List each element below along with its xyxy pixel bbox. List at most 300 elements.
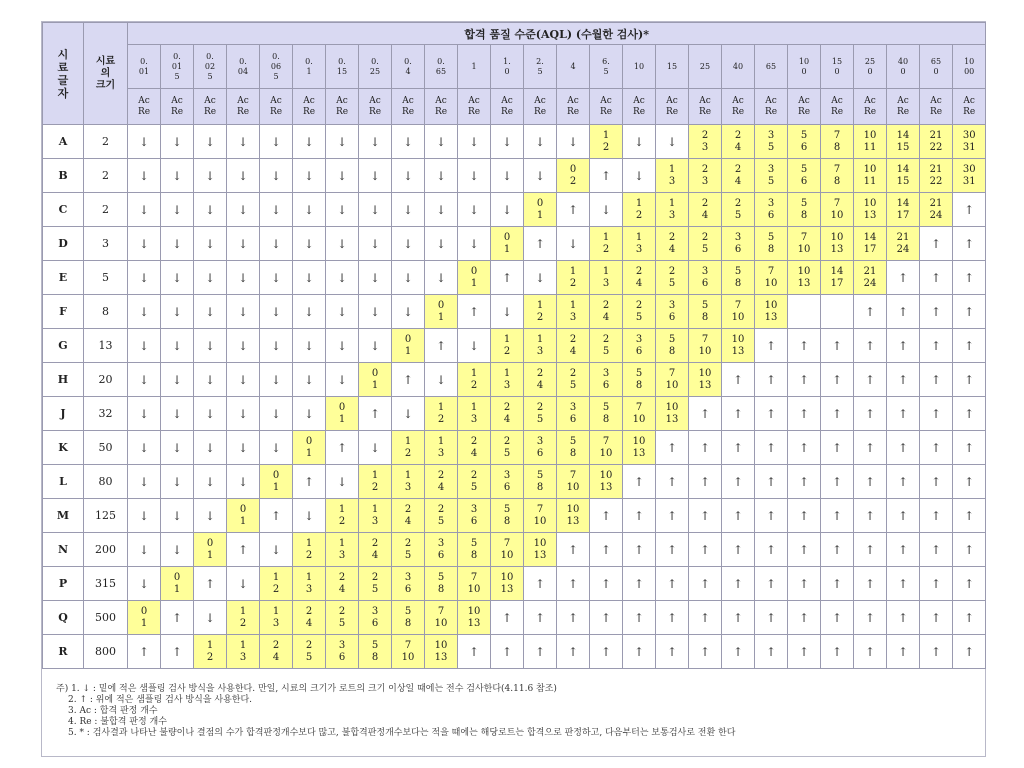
ac-re-cell (656, 193, 689, 227)
re-value: 6 (602, 379, 610, 391)
re-value: 10 (434, 617, 448, 629)
arrow-up-icon: ↑ (722, 533, 755, 567)
ac-value: 1 (404, 435, 412, 447)
ac-re-cell (458, 363, 491, 397)
sample-code-cell: B (43, 159, 84, 193)
arrow-up-icon: ↑ (524, 567, 557, 601)
ac-value: 1 (437, 401, 445, 413)
arrow-up-icon: ↑ (920, 431, 953, 465)
ac-value: 2 (437, 469, 445, 481)
ac-re-cell (722, 295, 755, 329)
ac-value: 0 (206, 537, 214, 549)
arrow-down-icon: ↓ (458, 329, 491, 363)
arrow-down-icon: ↓ (491, 159, 524, 193)
re-value: 3 (272, 617, 280, 629)
re-value: 3 (470, 413, 478, 425)
re-value: 3 (239, 651, 247, 663)
ac-re-cell (359, 601, 392, 635)
re-value: 5 (338, 617, 346, 629)
ac-re-cell (491, 227, 524, 261)
arrow-down-icon: ↓ (524, 159, 557, 193)
arrow-up-icon: ↑ (524, 601, 557, 635)
re-value: 1 (338, 413, 346, 425)
re-value: 5 (569, 379, 577, 391)
re-value: 13 (500, 583, 514, 595)
arrow-down-icon: ↓ (128, 159, 161, 193)
ac-value: 1 (470, 367, 478, 379)
ac-value: 1 (503, 333, 511, 345)
arrow-up-icon: ↑ (887, 261, 920, 295)
arrow-down-icon: ↓ (392, 193, 425, 227)
ac-value: 2 (503, 401, 511, 413)
ac-value: 10 (764, 299, 778, 311)
arrow-down-icon: ↓ (392, 159, 425, 193)
ac-value: 2 (569, 367, 577, 379)
arrow-down-icon: ↓ (194, 125, 227, 159)
ac-re-cell (491, 397, 524, 431)
arrow-up-icon: ↑ (887, 431, 920, 465)
ac-value: 0 (437, 299, 445, 311)
ac-value: 0 (470, 265, 478, 277)
ac-value: 10 (434, 639, 448, 651)
arrow-up-icon: ↑ (194, 567, 227, 601)
re-value: 5 (536, 413, 544, 425)
ac-re-cell (821, 193, 854, 227)
arrow-up-icon: ↑ (557, 533, 590, 567)
arrow-up-icon: ↑ (887, 465, 920, 499)
arrow-up-icon: ↑ (920, 465, 953, 499)
ac-re-cell (260, 567, 293, 601)
ac-value: 3 (536, 435, 544, 447)
ac-re-cell (623, 397, 656, 431)
re-value: 2 (569, 277, 577, 289)
ac-value: 3 (767, 163, 775, 175)
ac-re-cell (458, 499, 491, 533)
re-value: 6 (800, 141, 808, 153)
ac-re-header: Ac Re (623, 89, 656, 125)
ac-value: 5 (800, 129, 808, 141)
arrow-up-icon: ↑ (689, 601, 722, 635)
ac-re-cell (920, 159, 953, 193)
arrow-up-icon: ↑ (656, 499, 689, 533)
ac-re-cell (326, 635, 359, 669)
arrow-up-icon: ↑ (590, 567, 623, 601)
re-value: 10 (797, 243, 811, 255)
arrow-down-icon: ↓ (194, 465, 227, 499)
ac-re-cell (755, 125, 788, 159)
re-value: 3 (569, 311, 577, 323)
ac-re-cell (326, 533, 359, 567)
re-value: 8 (734, 277, 742, 289)
aql-title: 합격 품질 수준(AQL) (수월한 검사)* (128, 23, 986, 45)
aql-level-header: 40 (722, 45, 755, 89)
ac-re-cell (425, 567, 458, 601)
re-value: 4 (668, 243, 676, 255)
arrow-down-icon: ↓ (161, 465, 194, 499)
arrow-up-icon: ↑ (755, 533, 788, 567)
arrow-down-icon: ↓ (260, 363, 293, 397)
table-row (43, 431, 986, 465)
arrow-down-icon: ↓ (293, 227, 326, 261)
arrow-up-icon: ↑ (458, 635, 491, 669)
arrow-down-icon: ↓ (458, 193, 491, 227)
arrow-down-icon: ↓ (161, 397, 194, 431)
ac-re-cell (821, 227, 854, 261)
ac-re-cell (359, 363, 392, 397)
arrow-down-icon: ↓ (227, 193, 260, 227)
ac-re-cell (359, 533, 392, 567)
arrow-down-icon: ↓ (260, 397, 293, 431)
re-value: 2 (569, 175, 577, 187)
ac-value: 0 (536, 197, 544, 209)
ac-re-cell (722, 227, 755, 261)
arrow-up-icon: ↑ (227, 533, 260, 567)
arrow-down-icon: ↓ (227, 363, 260, 397)
arrow-down-icon: ↓ (128, 431, 161, 465)
ac-value: 10 (500, 571, 514, 583)
arrow-up-icon: ↑ (887, 601, 920, 635)
ac-value: 7 (767, 265, 775, 277)
re-value: 5 (602, 345, 610, 357)
ac-re-cell (557, 465, 590, 499)
arrow-up-icon: ↑ (887, 499, 920, 533)
re-value: 3 (404, 481, 412, 493)
ac-re-header: Ac Re (590, 89, 623, 125)
ac-re-cell (656, 261, 689, 295)
ac-value: 0 (140, 605, 148, 617)
ac-value: 3 (404, 571, 412, 583)
ac-re-cell (755, 295, 788, 329)
re-value: 24 (929, 209, 943, 221)
arrow-up-icon: ↑ (788, 431, 821, 465)
re-value: 8 (833, 175, 841, 187)
sample-size-cell: 315 (84, 567, 128, 601)
aql-level-header: 4 (557, 45, 590, 89)
re-value: 3 (437, 447, 445, 459)
ac-value: 1 (338, 537, 346, 549)
ac-re-cell (788, 193, 821, 227)
re-value: 15 (896, 175, 910, 187)
ac-value: 3 (602, 367, 610, 379)
arrow-up-icon: ↑ (656, 533, 689, 567)
ac-re-header: Ac Re (359, 89, 392, 125)
ac-value: 1 (371, 503, 379, 515)
arrow-up-icon: ↑ (788, 363, 821, 397)
re-value: 1 (206, 549, 214, 561)
aql-level-header: 0. 25 (359, 45, 392, 89)
arrow-down-icon: ↓ (293, 261, 326, 295)
ac-value: 1 (470, 401, 478, 413)
ac-value: 2 (635, 299, 643, 311)
re-value: 4 (602, 311, 610, 323)
ac-re-cell (656, 159, 689, 193)
arrow-up-icon: ↑ (491, 601, 524, 635)
aql-level-header: 25 (689, 45, 722, 89)
ac-re-cell (260, 601, 293, 635)
ac-value: 7 (833, 163, 841, 175)
arrow-down-icon: ↓ (260, 533, 293, 567)
header-row-title (43, 23, 986, 45)
ac-value: 10 (467, 605, 481, 617)
arrow-up-icon: ↑ (821, 465, 854, 499)
ac-re-header: Ac Re (788, 89, 821, 125)
arrow-down-icon: ↓ (326, 295, 359, 329)
ac-value: 1 (272, 571, 280, 583)
ac-value: 2 (371, 571, 379, 583)
re-value: 13 (533, 549, 547, 561)
arrow-down-icon: ↓ (260, 329, 293, 363)
ac-re-cell (557, 261, 590, 295)
ac-value: 2 (701, 197, 709, 209)
ac-re-header: Ac Re (425, 89, 458, 125)
ac-re-cell (788, 227, 821, 261)
re-value: 10 (665, 379, 679, 391)
arrow-up-icon: ↑ (854, 465, 887, 499)
ac-re-cell (854, 261, 887, 295)
ac-value: 2 (536, 367, 544, 379)
arrow-down-icon: ↓ (359, 329, 392, 363)
ac-value: 10 (797, 265, 811, 277)
arrow-up-icon: ↑ (656, 567, 689, 601)
sample-code-cell: N (43, 533, 84, 567)
re-value: 8 (536, 481, 544, 493)
ac-value: 7 (635, 401, 643, 413)
re-value: 6 (503, 481, 511, 493)
arrow-up-icon: ↑ (359, 397, 392, 431)
arrow-up-icon: ↑ (590, 601, 623, 635)
arrow-down-icon: ↓ (293, 363, 326, 397)
re-value: 24 (896, 243, 910, 255)
ac-value: 1 (404, 469, 412, 481)
re-value: 31 (962, 141, 976, 153)
arrow-up-icon: ↑ (161, 635, 194, 669)
re-value: 10 (599, 447, 613, 459)
ac-value: 7 (800, 231, 808, 243)
ac-re-cell (722, 329, 755, 363)
arrow-up-icon: ↑ (326, 431, 359, 465)
arrow-down-icon: ↓ (161, 125, 194, 159)
ac-re-cell (623, 363, 656, 397)
re-value: 6 (536, 447, 544, 459)
arrow-down-icon: ↓ (161, 227, 194, 261)
table-row (43, 601, 986, 635)
re-value: 1 (272, 481, 280, 493)
re-value: 2 (239, 617, 247, 629)
ac-re-header: Ac Re (458, 89, 491, 125)
arrow-up-icon: ↑ (689, 499, 722, 533)
arrow-down-icon: ↓ (392, 125, 425, 159)
ac-re-cell (458, 397, 491, 431)
ac-value: 1 (338, 503, 346, 515)
arrow-down-icon: ↓ (161, 499, 194, 533)
ac-re-cell (392, 601, 425, 635)
ac-re-header: Ac Re (656, 89, 689, 125)
table-row (43, 499, 986, 533)
arrow-up-icon: ↑ (755, 635, 788, 669)
arrow-down-icon: ↓ (293, 125, 326, 159)
ac-value: 1 (602, 231, 610, 243)
ac-value: 21 (896, 231, 910, 243)
ac-re-header: Ac Re (326, 89, 359, 125)
ac-re-cell (623, 227, 656, 261)
aql-levels-row (43, 45, 986, 89)
re-value: 5 (635, 311, 643, 323)
arrow-up-icon: ↑ (623, 635, 656, 669)
ac-value: 2 (602, 333, 610, 345)
re-value: 3 (338, 549, 346, 561)
ac-re-cell (359, 499, 392, 533)
ac-re-cell (590, 431, 623, 465)
arrow-down-icon: ↓ (590, 193, 623, 227)
re-value: 3 (701, 175, 709, 187)
arrow-up-icon: ↑ (689, 397, 722, 431)
arrow-down-icon: ↓ (194, 295, 227, 329)
table-row (43, 295, 986, 329)
ac-value: 5 (668, 333, 676, 345)
arrow-up-icon: ↑ (854, 601, 887, 635)
aql-level-header: 40 0 (887, 45, 920, 89)
arrow-down-icon: ↓ (260, 125, 293, 159)
re-value: 4 (503, 413, 511, 425)
re-value: 13 (731, 345, 745, 357)
sample-code-cell: R (43, 635, 84, 669)
arrow-down-icon: ↓ (227, 295, 260, 329)
re-value: 24 (863, 277, 877, 289)
ac-re-cell (887, 159, 920, 193)
arrow-up-icon: ↑ (854, 567, 887, 601)
arrow-down-icon: ↓ (227, 567, 260, 601)
aql-table (42, 22, 986, 669)
re-value: 2 (536, 311, 544, 323)
ac-value: 7 (404, 639, 412, 651)
sample-code-cell: H (43, 363, 84, 397)
arrow-up-icon: ↑ (953, 227, 986, 261)
ac-re-cell (656, 363, 689, 397)
re-value: 13 (599, 481, 613, 493)
arrow-up-icon: ↑ (458, 295, 491, 329)
arrow-up-icon: ↑ (887, 635, 920, 669)
ac-value: 5 (800, 163, 808, 175)
ac-re-cell (194, 635, 227, 669)
arrow-up-icon: ↑ (623, 465, 656, 499)
arrow-up-icon: ↑ (920, 295, 953, 329)
arrow-up-icon: ↑ (821, 329, 854, 363)
re-value: 2 (371, 481, 379, 493)
re-value: 5 (701, 243, 709, 255)
arrow-down-icon: ↓ (128, 567, 161, 601)
ac-re-cell (689, 295, 722, 329)
ac-value: 3 (569, 401, 577, 413)
arrow-up-icon: ↑ (953, 397, 986, 431)
sample-size-cell: 2 (84, 125, 128, 159)
aql-level-header: 0. 4 (392, 45, 425, 89)
arrow-down-icon: ↓ (293, 329, 326, 363)
ac-re-cell (689, 159, 722, 193)
arrow-down-icon: ↓ (128, 397, 161, 431)
ac-value: 5 (635, 367, 643, 379)
arrow-down-icon: ↓ (392, 261, 425, 295)
re-value: 6 (800, 175, 808, 187)
arrow-up-icon: ↑ (755, 431, 788, 465)
arrow-up-icon: ↑ (821, 363, 854, 397)
ac-value: 2 (305, 605, 313, 617)
ac-value: 1 (569, 299, 577, 311)
ac-re-header: Ac Re (689, 89, 722, 125)
re-value: 17 (896, 209, 910, 221)
arrow-up-icon: ↑ (689, 635, 722, 669)
arrow-down-icon: ↓ (293, 499, 326, 533)
re-value: 5 (371, 583, 379, 595)
arrow-up-icon: ↑ (788, 533, 821, 567)
arrow-down-icon: ↓ (557, 125, 590, 159)
ac-re-cell (656, 397, 689, 431)
arrow-up-icon: ↑ (689, 431, 722, 465)
ac-re-header: Ac Re (755, 89, 788, 125)
re-value: 2 (602, 141, 610, 153)
ac-value: 14 (896, 129, 910, 141)
re-value: 5 (437, 515, 445, 527)
re-value: 4 (569, 345, 577, 357)
arrow-up-icon: ↑ (920, 601, 953, 635)
ac-value: 10 (566, 503, 580, 515)
ac-value: 10 (830, 231, 844, 243)
re-value: 6 (437, 549, 445, 561)
sample-size-cell: 32 (84, 397, 128, 431)
arrow-up-icon: ↑ (821, 499, 854, 533)
arrow-up-icon: ↑ (920, 635, 953, 669)
ac-re-cell (689, 193, 722, 227)
table-row (43, 193, 986, 227)
ac-re-cell (227, 499, 260, 533)
footnote-line: 주) 1. ↓ : 밑에 적은 샘플링 검사 방식을 사용한다. 만일, 시료의 크기가 로트의 크기 이상일 때에는 전수 검사한다(4.11.6 참조) (56, 684, 557, 694)
arrow-down-icon: ↓ (458, 159, 491, 193)
ac-re-cell (293, 635, 326, 669)
re-value: 6 (635, 345, 643, 357)
ac-value: 1 (668, 197, 676, 209)
ac-value: 30 (962, 129, 976, 141)
ac-value: 2 (635, 265, 643, 277)
arrow-down-icon: ↓ (524, 261, 557, 295)
ac-re-cell (491, 431, 524, 465)
sample-size-cell: 125 (84, 499, 128, 533)
arrow-up-icon: ↑ (953, 363, 986, 397)
arrow-up-icon: ↑ (755, 601, 788, 635)
ac-value: 0 (371, 367, 379, 379)
ac-re-cell (623, 261, 656, 295)
arrow-up-icon: ↑ (788, 397, 821, 431)
arrow-up-icon: ↑ (854, 295, 887, 329)
ac-re-header: Ac Re (227, 89, 260, 125)
arrow-down-icon: ↓ (128, 227, 161, 261)
ac-re-cell (623, 431, 656, 465)
re-value: 3 (503, 379, 511, 391)
re-value: 3 (602, 277, 610, 289)
re-value: 6 (404, 583, 412, 595)
re-value: 5 (470, 481, 478, 493)
ac-value: 2 (701, 129, 709, 141)
ac-value: 21 (929, 163, 943, 175)
ac-value: 10 (665, 401, 679, 413)
arrow-up-icon: ↑ (260, 499, 293, 533)
ac-re-row (43, 89, 986, 125)
re-value: 5 (305, 651, 313, 663)
ac-value: 1 (272, 605, 280, 617)
aql-level-header: 1 (458, 45, 491, 89)
arrow-down-icon: ↓ (194, 159, 227, 193)
arrow-up-icon: ↑ (953, 431, 986, 465)
re-value: 5 (734, 209, 742, 221)
arrow-down-icon: ↓ (392, 227, 425, 261)
